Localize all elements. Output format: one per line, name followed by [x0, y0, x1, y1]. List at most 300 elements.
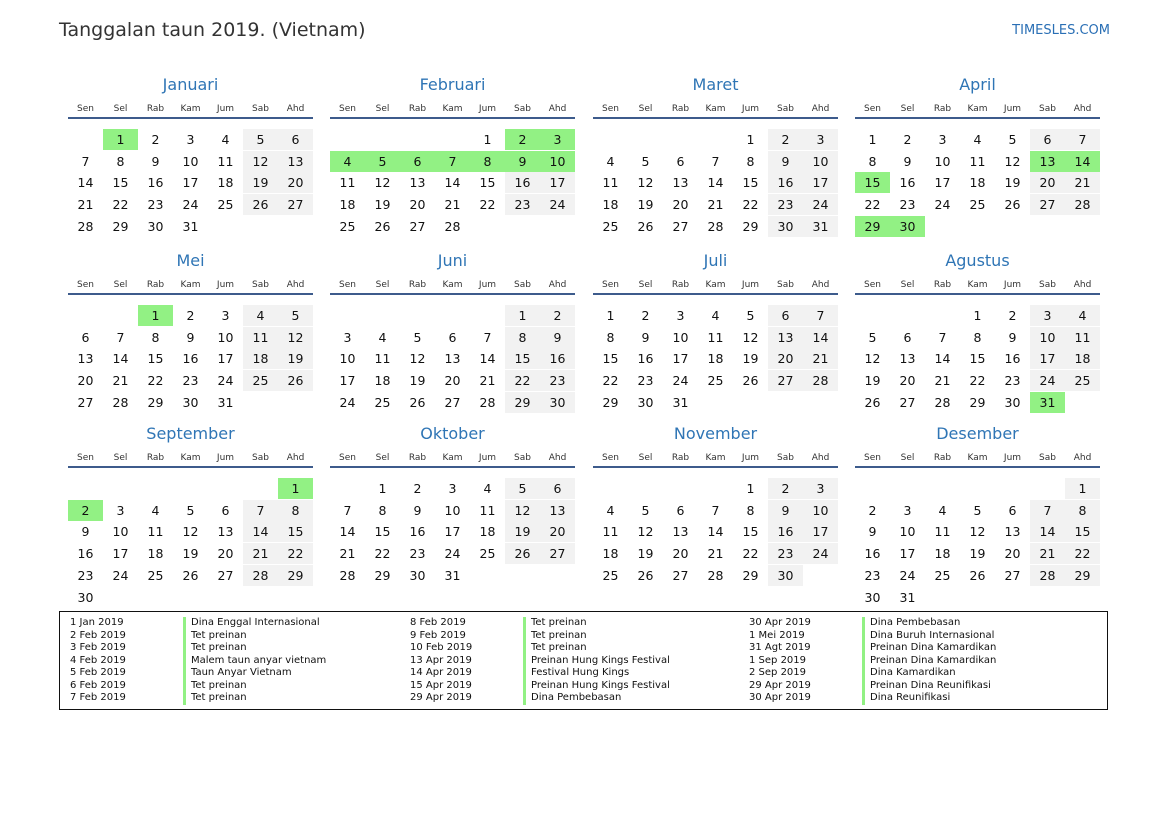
month-title: Agustus	[945, 251, 1010, 270]
day-cell: 18	[339, 197, 356, 213]
day-cell: 25	[147, 567, 164, 583]
day-cell: 12	[409, 351, 426, 367]
weekday-label: Ahd	[286, 104, 305, 114]
day-cell: 10	[444, 502, 461, 518]
day-cell: 11	[147, 524, 164, 540]
month-title: Desember	[936, 424, 1019, 443]
day-cell: 25	[374, 394, 391, 410]
weekday-header	[68, 452, 313, 468]
day-cell: 10	[803, 151, 838, 172]
day-cell: 17	[1030, 348, 1065, 369]
day-cell: 1	[746, 132, 755, 147]
day-cell: 14	[339, 524, 356, 540]
weekday-label: Kam	[967, 104, 988, 114]
day-cell: 3	[1030, 305, 1065, 326]
weekday-label: Sab	[777, 453, 794, 463]
weekday-header	[330, 279, 575, 295]
holiday-row	[739, 642, 1052, 655]
day-cell: 31	[217, 394, 234, 410]
day-cell: 27	[1030, 194, 1065, 215]
month-agustus	[855, 251, 1100, 426]
weekday-label: Jum	[216, 280, 235, 290]
month-title: Juni	[437, 251, 468, 270]
day-cell: 2	[68, 500, 103, 521]
weekday-label: Sen	[602, 280, 619, 290]
month-title: April	[959, 75, 996, 94]
day-cell: 20	[1004, 546, 1021, 562]
holiday-date: 2 Sep 2019	[749, 667, 807, 678]
day-cell: 17	[217, 351, 234, 367]
weekday-label: Sel	[113, 453, 128, 463]
weekday-label: Kam	[180, 280, 201, 290]
holiday-name: Dina Pembebasan	[523, 692, 713, 705]
holiday-row	[400, 642, 713, 655]
day-cell: 22	[479, 197, 496, 213]
day-cell: 17	[182, 175, 199, 191]
day-cell: 18	[479, 524, 496, 540]
day-cell: 30	[147, 218, 164, 234]
day-cell: 15	[855, 172, 890, 193]
day-cell: 9	[868, 524, 877, 540]
day-cell: 2	[186, 308, 195, 323]
weekday-label: Kam	[442, 104, 463, 114]
day-cell: 11	[934, 524, 951, 540]
day-cell: 17	[803, 172, 838, 193]
weekday-header	[330, 452, 575, 468]
weekday-label: Kam	[442, 280, 463, 290]
day-cell: 15	[479, 175, 496, 191]
day-cell: 15	[505, 348, 540, 369]
day-cell: 6	[676, 502, 685, 518]
weekday-label: Sel	[113, 104, 128, 114]
day-cell: 9	[81, 524, 90, 540]
day-cell: 6	[400, 151, 435, 172]
day-cell: 9	[903, 153, 912, 169]
day-cell: 1	[973, 308, 982, 323]
day-cell: 30	[540, 392, 575, 413]
holiday-list	[59, 611, 1108, 710]
day-cell: 14	[112, 351, 129, 367]
day-cell: 7	[803, 305, 838, 326]
holiday-name: Preinan Hung Kings Festival	[523, 655, 713, 668]
holiday-name: Tet preinan	[523, 617, 713, 630]
day-cell: 26	[374, 218, 391, 234]
day-cell: 13	[409, 175, 426, 191]
day-cell: 3	[803, 129, 838, 150]
day-cell: 11	[1065, 327, 1100, 348]
day-cell: 9	[641, 329, 650, 345]
weekday-label: Sab	[1039, 104, 1056, 114]
weekday-label: Jum	[216, 104, 235, 114]
day-cell: 25	[1065, 370, 1100, 391]
day-cell: 10	[112, 524, 129, 540]
weekday-header	[855, 279, 1100, 295]
month-title: Maret	[692, 75, 739, 94]
day-cell: 19	[278, 348, 313, 369]
day-cell: 11	[479, 502, 496, 518]
month-oktober	[330, 424, 575, 599]
holiday-date: 8 Feb 2019	[410, 617, 466, 628]
day-cell: 7	[1065, 129, 1100, 150]
day-cell: 26	[637, 218, 654, 234]
day-cell: 21	[934, 373, 951, 389]
holiday-row	[400, 617, 713, 630]
day-cell: 2	[868, 502, 877, 518]
day-cell: 14	[707, 175, 724, 191]
day-cell: 23	[899, 197, 916, 213]
day-cell: 23	[637, 373, 654, 389]
day-cell: 13	[1004, 524, 1021, 540]
weekday-label: Rab	[933, 453, 952, 463]
holiday-row	[60, 655, 373, 668]
day-cell: 11	[243, 327, 278, 348]
day-cell: 27	[1004, 567, 1021, 583]
weekday-label: Sab	[1039, 453, 1056, 463]
day-cell: 1	[1065, 478, 1100, 499]
day-cell: 7	[243, 500, 278, 521]
weekday-label: Sen	[864, 453, 881, 463]
day-cell: 20	[1030, 172, 1065, 193]
day-cell: 21	[803, 348, 838, 369]
day-cell: 27	[899, 394, 916, 410]
holiday-row	[739, 630, 1052, 643]
month-title: November	[673, 424, 758, 443]
day-cell: 8	[746, 502, 755, 518]
day-cell: 23	[864, 567, 881, 583]
day-cell: 18	[969, 175, 986, 191]
day-cell: 8	[868, 153, 877, 169]
day-cell: 16	[864, 546, 881, 562]
day-cell: 26	[243, 194, 278, 215]
day-cell: 16	[899, 175, 916, 191]
day-cell: 4	[606, 153, 615, 169]
day-cell: 2	[768, 478, 803, 499]
day-cell: 27	[672, 567, 689, 583]
holiday-row	[60, 642, 373, 655]
day-cell: 21	[1030, 543, 1065, 564]
holiday-row	[400, 655, 713, 668]
weekday-label: Rab	[146, 280, 165, 290]
day-cell: 6	[540, 478, 575, 499]
day-cell: 19	[409, 373, 426, 389]
page-title: Tanggalan taun 2019. (Vietnam)	[59, 19, 366, 41]
day-cell: 28	[707, 218, 724, 234]
day-cell: 27	[768, 370, 803, 391]
day-cell: 28	[1030, 565, 1065, 586]
day-cell: 23	[182, 373, 199, 389]
day-cell: 13	[540, 500, 575, 521]
holiday-date: 10 Feb 2019	[410, 642, 473, 653]
day-cell: 5	[746, 308, 755, 323]
day-cell: 30	[890, 216, 925, 237]
day-cell: 22	[864, 197, 881, 213]
holiday-date: 31 Agt 2019	[749, 642, 811, 653]
day-cell: 23	[768, 543, 803, 564]
day-cell: 9	[1008, 329, 1017, 345]
holiday-row	[739, 667, 1052, 680]
holiday-name: Preinan Dina Kamardikan	[862, 642, 1052, 655]
day-cell: 8	[116, 153, 125, 169]
day-cell: 26	[505, 543, 540, 564]
day-cell: 4	[938, 502, 947, 518]
day-cell: 10	[934, 153, 951, 169]
month-desember	[855, 424, 1100, 605]
day-cell: 25	[934, 567, 951, 583]
month-april	[855, 75, 1100, 250]
month-februari	[330, 75, 575, 250]
day-cell: 29	[505, 392, 540, 413]
day-cell: 5	[365, 151, 400, 172]
day-cell: 6	[1030, 129, 1065, 150]
weekday-label: Sab	[252, 104, 269, 114]
weekday-label: Sen	[602, 104, 619, 114]
day-cell: 7	[483, 329, 492, 345]
day-cell: 6	[1008, 502, 1017, 518]
day-cell: 15	[742, 524, 759, 540]
day-cell: 14	[1030, 521, 1065, 542]
day-cell: 13	[672, 175, 689, 191]
day-cell: 29	[742, 567, 759, 583]
day-cell: 1	[278, 478, 313, 499]
day-cell: 19	[182, 546, 199, 562]
day-cell: 18	[147, 546, 164, 562]
day-cell: 31	[672, 394, 689, 410]
holiday-row	[739, 617, 1052, 630]
holiday-column	[60, 617, 373, 705]
weekday-label: Kam	[442, 453, 463, 463]
day-cell: 20	[672, 197, 689, 213]
day-cell: 29	[969, 394, 986, 410]
day-cell: 28	[934, 394, 951, 410]
day-cell: 15	[278, 521, 313, 542]
day-cell: 27	[278, 194, 313, 215]
holiday-name: Tet preinan	[183, 642, 373, 655]
weekday-label: Sen	[864, 104, 881, 114]
day-cell: 10	[540, 151, 575, 172]
day-cell: 3	[343, 329, 352, 345]
day-cell: 25	[339, 218, 356, 234]
holiday-row	[60, 692, 373, 705]
day-cell: 28	[1065, 194, 1100, 215]
day-cell: 3	[116, 502, 125, 518]
holiday-name: Tet preinan	[183, 692, 373, 705]
day-cell: 26	[864, 394, 881, 410]
month-title: September	[146, 424, 235, 443]
day-cell: 14	[444, 175, 461, 191]
holiday-row	[739, 692, 1052, 705]
site-link[interactable]: TIMESLES.COM	[1012, 23, 1110, 38]
day-cell: 9	[540, 327, 575, 348]
day-cell: 26	[742, 373, 759, 389]
day-cell: 3	[221, 308, 230, 323]
weekday-label: Sel	[900, 453, 915, 463]
day-cell: 18	[374, 373, 391, 389]
weekday-label: Sen	[339, 453, 356, 463]
weekday-label: Ahd	[286, 453, 305, 463]
day-cell: 23	[505, 194, 540, 215]
day-cell: 29	[602, 394, 619, 410]
weekday-label: Ahd	[286, 280, 305, 290]
day-cell: 22	[374, 546, 391, 562]
day-cell: 17	[672, 351, 689, 367]
day-cell: 29	[742, 218, 759, 234]
day-cell: 22	[742, 546, 759, 562]
day-cell: 7	[81, 153, 90, 169]
day-cell: 30	[77, 589, 94, 605]
day-cell: 8	[746, 153, 755, 169]
day-cell: 16	[409, 524, 426, 540]
day-cell: 8	[973, 329, 982, 345]
day-cell: 24	[112, 567, 129, 583]
day-cell: 4	[606, 502, 615, 518]
holiday-name: Dina Buruh Internasional	[862, 630, 1052, 643]
day-cell: 31	[1030, 392, 1065, 413]
weekday-label: Sel	[900, 104, 915, 114]
day-cell: 3	[448, 481, 457, 496]
day-cell: 27	[444, 394, 461, 410]
weekday-label: Ahd	[1073, 280, 1092, 290]
day-cell: 25	[602, 567, 619, 583]
day-cell: 13	[899, 351, 916, 367]
weekday-label: Sel	[375, 453, 390, 463]
weekday-label: Sel	[638, 104, 653, 114]
weekday-header	[593, 452, 838, 468]
holiday-date: 1 Sep 2019	[749, 654, 807, 666]
day-cell: 23	[1004, 373, 1021, 389]
day-cell: 11	[707, 329, 724, 345]
day-cell: 23	[540, 370, 575, 391]
day-cell: 11	[602, 175, 619, 191]
day-cell: 17	[899, 546, 916, 562]
weekday-label: Rab	[408, 453, 427, 463]
weekday-label: Kam	[180, 453, 201, 463]
day-cell: 13	[672, 524, 689, 540]
day-cell: 31	[444, 567, 461, 583]
holiday-column	[400, 617, 713, 705]
day-cell: 8	[151, 329, 160, 345]
day-cell: 9	[413, 502, 422, 518]
day-cell: 28	[444, 218, 461, 234]
day-cell: 13	[217, 524, 234, 540]
weekday-label: Sab	[252, 280, 269, 290]
day-cell: 14	[707, 524, 724, 540]
day-cell: 2	[540, 305, 575, 326]
day-cell: 13	[1030, 151, 1065, 172]
weekday-label: Rab	[408, 104, 427, 114]
weekday-label: Kam	[967, 280, 988, 290]
day-cell: 10	[217, 329, 234, 345]
day-cell: 14	[77, 175, 94, 191]
day-cell: 24	[803, 543, 838, 564]
day-cell: 28	[243, 565, 278, 586]
day-cell: 5	[413, 329, 422, 345]
day-cell: 11	[969, 153, 986, 169]
weekday-label: Sab	[1039, 280, 1056, 290]
weekday-label: Jum	[741, 453, 760, 463]
weekday-label: Ahd	[1073, 104, 1092, 114]
day-cell: 3	[186, 132, 195, 147]
day-cell: 1	[103, 129, 138, 150]
day-cell: 16	[768, 521, 803, 542]
holiday-column	[739, 617, 1052, 705]
day-cell: 4	[483, 481, 492, 496]
day-cell: 24	[899, 567, 916, 583]
day-cell: 19	[505, 521, 540, 542]
day-cell: 21	[243, 543, 278, 564]
day-cell: 16	[768, 172, 803, 193]
day-cell: 25	[707, 373, 724, 389]
day-cell: 22	[278, 543, 313, 564]
day-cell: 10	[672, 329, 689, 345]
day-cell: 25	[217, 197, 234, 213]
day-cell: 2	[413, 481, 422, 496]
day-cell: 28	[77, 218, 94, 234]
day-cell: 26	[969, 567, 986, 583]
day-cell: 4	[330, 151, 365, 172]
day-cell: 2	[151, 132, 160, 147]
day-cell: 1	[378, 481, 387, 496]
weekday-header	[855, 452, 1100, 468]
day-cell: 22	[969, 373, 986, 389]
day-cell: 5	[278, 305, 313, 326]
day-cell: 20	[409, 197, 426, 213]
weekday-label: Jum	[1003, 104, 1022, 114]
weekday-label: Sen	[77, 453, 94, 463]
weekday-label: Sel	[375, 280, 390, 290]
weekday-label: Rab	[408, 280, 427, 290]
month-title: Oktober	[420, 424, 485, 443]
holiday-date: 30 Apr 2019	[749, 692, 811, 703]
day-cell: 17	[803, 521, 838, 542]
day-cell: 14	[1065, 151, 1100, 172]
weekday-label: Rab	[146, 104, 165, 114]
weekday-label: Sab	[514, 280, 531, 290]
day-cell: 20	[278, 172, 313, 193]
day-cell: 20	[444, 373, 461, 389]
day-cell: 20	[77, 373, 94, 389]
day-cell: 3	[803, 478, 838, 499]
day-cell: 21	[707, 197, 724, 213]
weekday-label: Ahd	[548, 104, 567, 114]
holiday-date: 3 Feb 2019	[70, 642, 126, 653]
day-cell: 4	[1065, 305, 1100, 326]
weekday-label: Sen	[864, 280, 881, 290]
day-cell: 20	[768, 348, 803, 369]
day-cell: 29	[147, 394, 164, 410]
holiday-name: Tet preinan	[183, 680, 373, 693]
holiday-name: Festival Hung Kings	[523, 667, 713, 680]
day-cell: 15	[1065, 521, 1100, 542]
day-cell: 3	[938, 132, 947, 147]
day-cell: 8	[1065, 500, 1100, 521]
day-cell: 3	[903, 502, 912, 518]
day-cell: 9	[186, 329, 195, 345]
weekday-label: Sab	[252, 453, 269, 463]
day-cell: 10	[803, 500, 838, 521]
weekday-header	[68, 279, 313, 295]
day-cell: 16	[1004, 351, 1021, 367]
day-cell: 27	[409, 218, 426, 234]
day-cell: 27	[540, 543, 575, 564]
weekday-label: Sel	[375, 104, 390, 114]
holiday-name: Malem taun anyar vietnam	[183, 655, 373, 668]
day-cell: 17	[934, 175, 951, 191]
weekday-label: Rab	[671, 453, 690, 463]
weekday-label: Rab	[933, 280, 952, 290]
weekday-label: Sab	[777, 104, 794, 114]
holiday-date: 7 Feb 2019	[70, 692, 126, 703]
day-cell: 21	[444, 197, 461, 213]
